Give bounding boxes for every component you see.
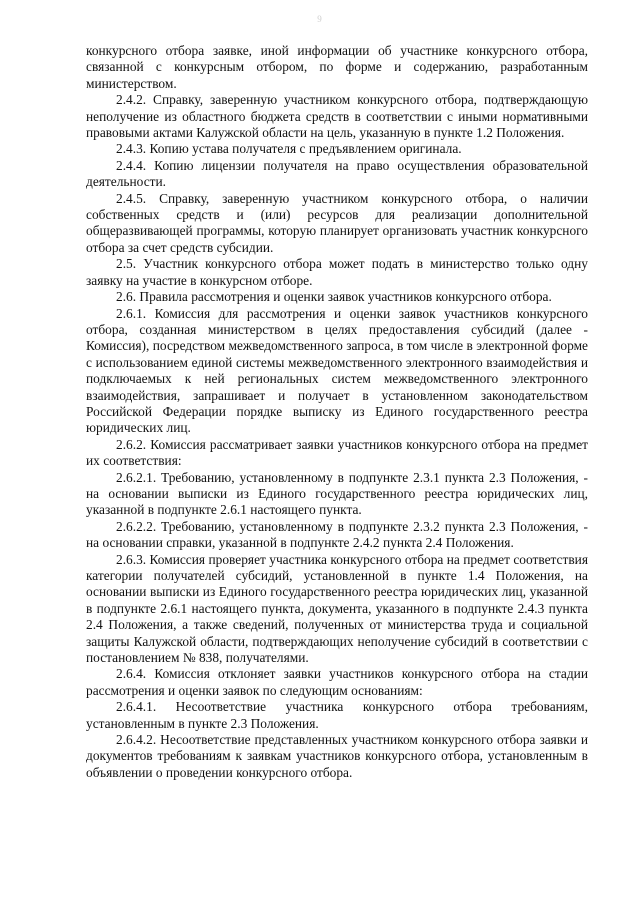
page-number: 9 <box>317 14 323 24</box>
paragraph-2-6-4-2: 2.6.4.2. Несоответствие представленных участником конкурсного отбора заявки и документов требованиям к заявкам участников конкурсного отбора, установленным в объявлении о проведении конкурсного отбора. <box>86 732 588 780</box>
paragraph-2-6-2-2: 2.6.2.2. Требованию, установленному в подпункте 2.3.2 пункта 2.3 Положения, - на основании справки, указанной в подпункте 2.4.2 пункта 2.4 Положения. <box>86 518 588 551</box>
paragraph-2-6-2: 2.6.2. Комиссия рассматривает заявки участников конкурсного отбора на предмет их соответствия: <box>86 436 588 469</box>
paragraph-2-6-2-1: 2.6.2.1. Требованию, установленному в подпункте 2.3.1 пункта 2.3 Положения, - на основании выписки из Единого государственного реестра юридических лиц, указанной в подпункте 2.6.1 настоящего пункта. <box>86 469 588 518</box>
paragraph-2-6-4-1: 2.6.4.1. Несоответствие участника конкурсного отбора требованиям, установленным в пункте 2.3 Положения. <box>86 699 588 731</box>
paragraph-2-6-3: 2.6.3. Комиссия проверяет участника конкурсного отбора на предмет соответствия категории получателей субсидий, установленной в пункте 1.4 Положения, на основании выписки из Единого государственного реестра юридических лиц, указанной в подпункте 2.6.1 настоящего пункта, документа, указанного в подпункте 2.4.3 пункта 2.4 Положения, а также сведений, полученных от министерства труда и социальной защиты Калужской области, подтверждающих неполучение субсидий в соответствии с постановлением № 838, получателями. <box>86 551 588 666</box>
paragraph-2-6: 2.6. Правила рассмотрения и оценки заявок участников конкурсного отбора. <box>116 289 552 305</box>
paragraph-2-6-4: 2.6.4. Комиссия отклоняет заявки участников конкурсного отбора на стадии рассмотрения и оценки заявок по следующим основаниям: <box>86 666 588 698</box>
paragraph-2-6-1: 2.6.1. Комиссия для рассмотрения и оценки заявок участников конкурсного отбора, созданная министерством в целях предоставления субсидий (далее - Комиссия), посредством межведомственного запроса, в том числе в электронной форме с использованием единой системы межведомственного электронного взаимодействия и подключаемых к ней региональных систем межведомственного электронного взаимодействия, запрашивает и получает в установленном законодательством Российской Федерации порядке выписку из Единого государственного реестра юридических лиц. <box>86 305 588 436</box>
paragraph-continuation: конкурсного отбора заявке, иной информации об участнике конкурсного отбора, связанной с конкурсным отбором, по форме и содержанию, разработанным министерством. <box>86 43 588 91</box>
paragraph-2-4-4: 2.4.4. Копию лицензии получателя на право осуществления образовательной деятельности. <box>86 157 588 190</box>
paragraph-2-4-5: 2.4.5. Справку, заверенную участником конкурсного отбора, о наличии собственных средств и (или) ресурсов для реализации дополнительной общеразвивающей программы, которую планирует организовать участник конкурсного отбора за счет средств субсидии. <box>86 190 588 255</box>
document-body <box>86 43 588 781</box>
paragraph-2-4-2: 2.4.2. Справку, заверенную участником конкурсного отбора, подтверждающую неполучение из областного бюджета средств в соответствии с иными нормативными правовыми актами Калужской области на цель, указанную в пункте 1.2 Положения. <box>86 92 588 141</box>
paragraph-2-5: 2.5. Участник конкурсного отбора может подать в министерство только одну заявку на участие в конкурсном отборе. <box>86 256 588 288</box>
paragraph-2-4-3: 2.4.3. Копию устава получателя с предъявлением оригинала. <box>116 141 462 157</box>
